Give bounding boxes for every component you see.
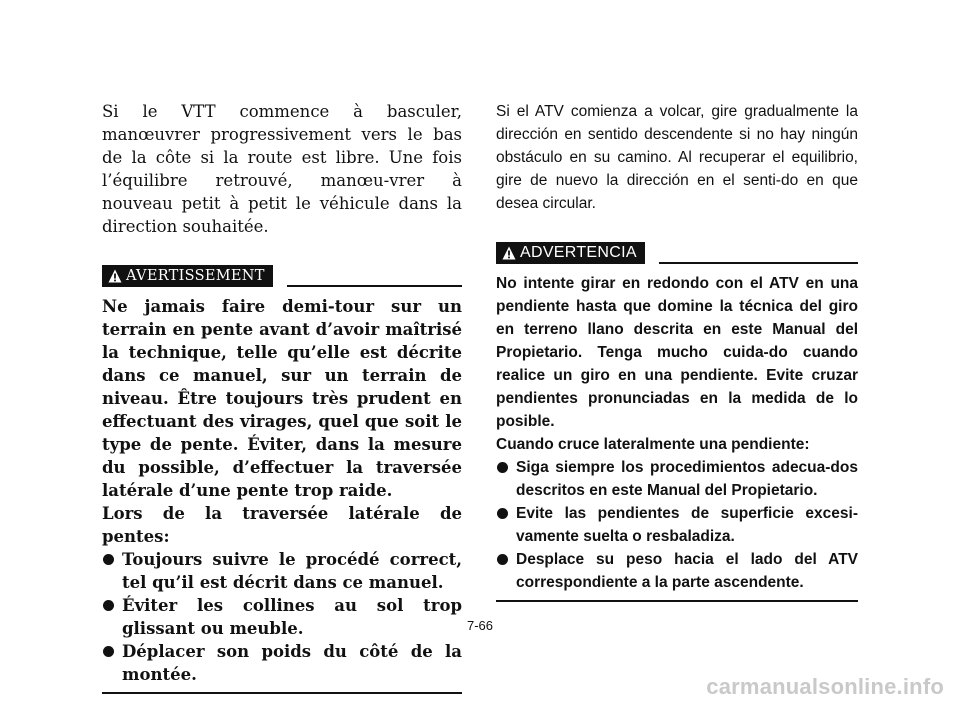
french-column: [102, 100, 462, 694]
french-bullet-2-text: Éviter les collines au sol trop glissant ou meuble.: [122, 596, 462, 638]
french-warning-rule: [287, 285, 462, 287]
page-number: 7-66: [466, 618, 494, 633]
warning-triangle-icon: [108, 269, 122, 283]
bullet-dot-icon: [497, 462, 508, 473]
spanish-warning-header: [496, 241, 858, 265]
spanish-warning-label-box: [496, 242, 645, 264]
spanish-warning-body: [496, 272, 858, 602]
spanish-warning-end-rule: [496, 600, 858, 602]
spanish-bullet-list: [496, 456, 858, 594]
bullet-dot-icon: [103, 646, 114, 657]
french-traverse-heading: Lors de la traversée latérale de pentes:: [102, 504, 462, 546]
french-bullet-3-text: Déplacer son poids du côté de la montée.: [122, 642, 462, 684]
list-item: [496, 456, 858, 502]
spanish-bullet-3-text: Desplace su peso hacia el lado del ATV correspondiente a la parte ascendente.: [516, 551, 858, 591]
list-item: [496, 502, 858, 548]
list-item: [102, 640, 462, 686]
spanish-traverse-heading: Cuando cruce lateralmente una pendiente:: [496, 436, 810, 453]
spanish-intro-paragraph: Si el ATV comienza a volcar, gire gradualmente la dirección en sentido descendente si no hay ningún obstáculo en su camino. Al recuperar el equilibrio, gire de nuevo la dirección en el senti-do en que desea circular.: [496, 103, 858, 212]
spanish-bullet-1-text: Siga siempre los procedimientos adecua-dos descritos en este Manual del Propietario.: [516, 459, 858, 499]
spanish-bullet-2-text: Evite las pendientes de superficie excesi-vamente suelta o resbaladiza.: [516, 505, 858, 545]
spanish-warning-label: ADVERTENCIA: [520, 244, 637, 261]
spanish-column: [496, 100, 858, 602]
bullet-dot-icon: [103, 600, 114, 611]
french-warning-header: [102, 264, 462, 288]
list-item: [496, 548, 858, 594]
bullet-dot-icon: [103, 554, 114, 565]
french-bullet-list: [102, 548, 462, 686]
bullet-dot-icon: [497, 508, 508, 519]
watermark[interactable]: carmanualsonline.info: [706, 674, 944, 699]
french-intro-paragraph: Si le VTT commence à basculer, manœuvrer progressivement vers le bas de la côte si la route est libre. Une fois l’équilibre retrouvé, manœu-vrer à nouveau petit à petit le véhicule dans la direction souhaitée.: [102, 102, 462, 236]
spanish-warning-text: No intente girar en redondo con el ATV en una pendiente hasta que domine la técnica del giro en terreno llano descrita en este Manual del Propietario. Tenga mucho cuida-do cuando realice un giro en una pendiente. Evite cruzar pendientes pronunciadas en la medida de lo posible.: [496, 275, 858, 430]
list-item: [102, 548, 462, 594]
bullet-dot-icon: [497, 554, 508, 565]
french-warning-label-box: [102, 265, 273, 287]
french-warning-body: [102, 295, 462, 694]
spanish-warning-rule: [659, 262, 858, 264]
french-warning-end-rule: [102, 692, 462, 694]
french-warning-text: Ne jamais faire demi-tour sur un terrain en pente avant d’avoir maîtrisé la technique, telle qu’elle est décrite dans ce manuel, sur un terrain de niveau. Être toujours très prudent en effectuant des virages, quel que soit le type de pente. Éviter, dans la mesure du possible, d’effectuer la traversée latérale d’une pente trop raide.: [102, 297, 462, 500]
list-item: [102, 594, 462, 640]
warning-triangle-icon: [502, 246, 516, 260]
french-bullet-1-text: Toujours suivre le procédé correct, tel qu’il est décrit dans ce manuel.: [122, 550, 462, 592]
french-warning-label: AVERTISSEMENT: [126, 268, 265, 284]
